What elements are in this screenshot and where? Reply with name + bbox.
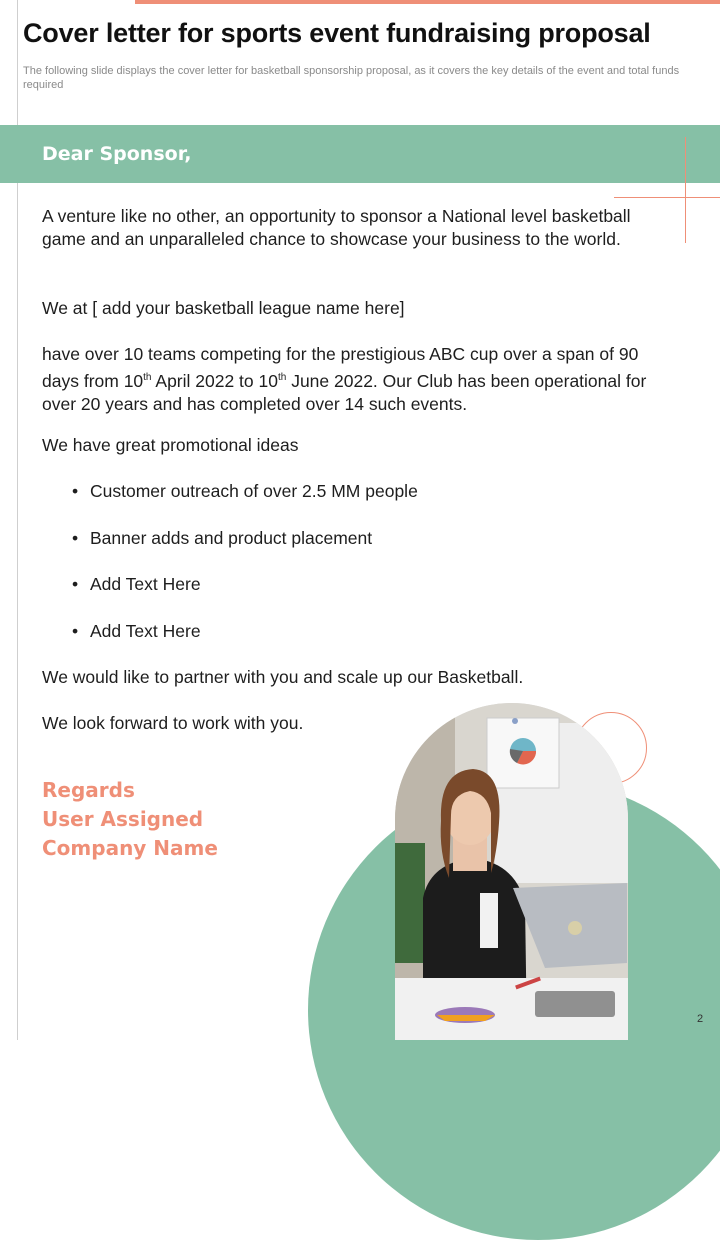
bullet-dot-icon: • [72,481,79,501]
signature-block [42,776,218,863]
details-text-part2: April 2022 to 10 [151,370,278,391]
list-item [72,480,418,503]
bullet-text: Banner adds and product placement [90,528,373,548]
signature-company: Company Name [42,836,218,860]
league-line: We at [ add your basketball league name here] [42,298,405,318]
signature-name: User Assigned [42,807,204,831]
businesswoman-photo [395,703,628,1040]
closing-line: We look forward to work with you. [42,713,304,733]
page-title: Cover letter for sports event fundraising proposal [23,18,651,48]
details-text-part3: June 2022. Our Club has been operational for over 20 years and has completed over 14 such events. [42,370,647,414]
partner-line: We would like to partner with you and scale up our Basketball. [42,667,524,687]
details-sup-2: th [277,372,287,383]
list-item [72,527,372,550]
list-item [72,620,201,643]
page-subtitle: The following slide displays the cover letter for basketball sponsorship proposal, as it covers the key details of the event and total funds required [23,65,680,91]
details-paragraph [42,343,667,416]
bullet-text: Customer outreach of over 2.5 MM people [90,481,418,501]
bullet-dot-icon: • [72,574,79,594]
decorative-cross-vertical [685,137,686,243]
details-text-part1: have over 10 teams competing for the prestigious ABC cup over a span of 90 days from 10 [42,344,639,391]
bullet-text: Add Text Here [90,574,201,594]
details-sup-1: th [143,372,152,383]
photo-illustration [395,703,628,1040]
decorative-cross-horizontal [614,197,720,198]
greeting-text: Dear Sponsor, [42,143,192,165]
list-item [72,573,201,596]
signature-regards: Regards [42,778,135,802]
promo-heading: We have great promotional ideas [42,435,299,455]
top-accent-bar [135,0,720,4]
bullet-dot-icon: • [72,528,79,548]
bullet-text: Add Text Here [90,621,201,641]
bullet-dot-icon: • [72,621,79,641]
intro-paragraph: A venture like no other, an opportunity to sponsor a National level basketball game and an unparalleled chance to showcase your business to the world. [42,206,631,249]
page-number: 2 [697,1013,704,1025]
